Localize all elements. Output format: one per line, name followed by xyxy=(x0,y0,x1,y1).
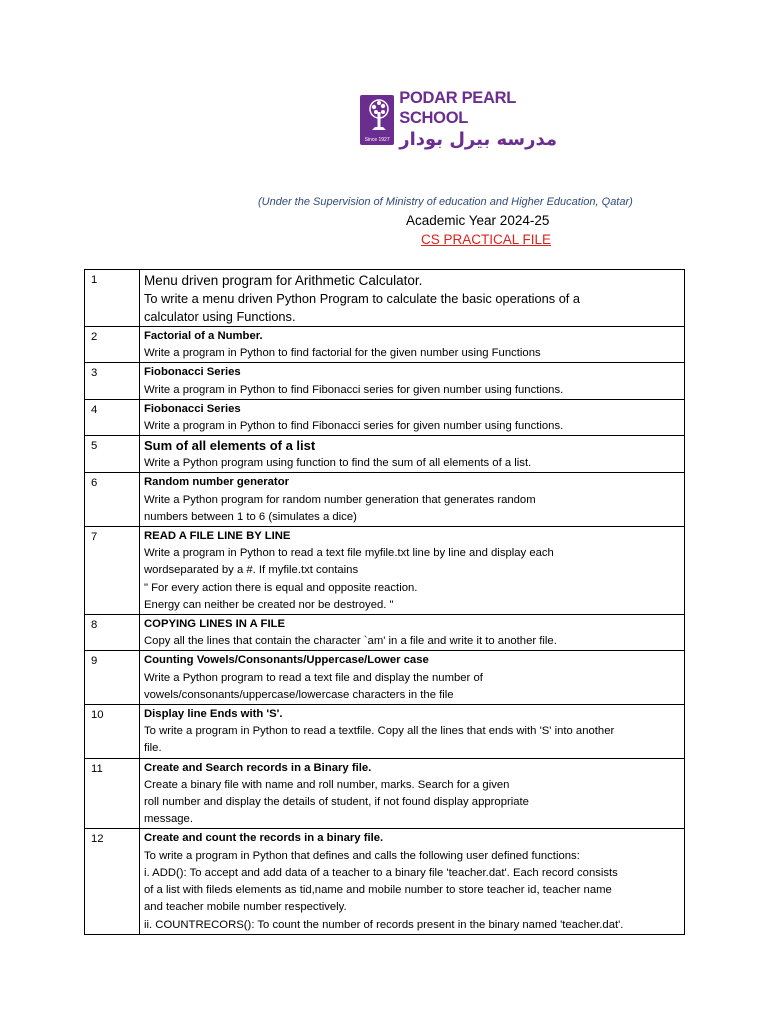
row-number: 11 xyxy=(85,758,140,829)
row-number: 2 xyxy=(85,327,140,363)
table-row xyxy=(85,327,685,363)
table-row xyxy=(85,829,685,934)
row-content xyxy=(140,527,685,615)
row-number: 6 xyxy=(85,473,140,527)
row-description: Write a program in Python to find factorial for the given number using Functions xyxy=(144,347,541,360)
row-number: 3 xyxy=(85,363,140,399)
row-title: Menu driven program for Arithmetic Calculator. xyxy=(144,273,423,288)
supervision-note: (Under the Supervision of Ministry of education and Higher Education, Qatar) xyxy=(258,196,633,208)
row-description: Write a Python program to read a text file and display the number of vowels/consonants/uppercase/lowercase characters in the file xyxy=(144,671,483,701)
row-title: Sum of all elements of a list xyxy=(144,438,316,454)
row-number: 10 xyxy=(85,705,140,759)
row-number: 7 xyxy=(85,527,140,615)
row-title: Fiobonacci Series xyxy=(144,366,241,379)
row-description: Create a binary file with name and roll number, marks. Search for a given roll number and display the details of student, if not found display appropriate message. xyxy=(144,778,529,826)
row-content xyxy=(140,758,685,829)
academic-year: Academic Year 2024-25 xyxy=(406,213,550,228)
table-row xyxy=(85,363,685,399)
table-row xyxy=(85,705,685,759)
row-content xyxy=(140,473,685,527)
table-row xyxy=(85,758,685,829)
row-number: 9 xyxy=(85,651,140,705)
row-title: Factorial of a Number. xyxy=(144,330,263,342)
row-content xyxy=(140,705,685,759)
practical-file-title: CS PRACTICAL FILE xyxy=(421,232,552,247)
logo-since-text: Since 1927 xyxy=(364,137,390,143)
row-description: Copy all the lines that contain the character `am' in a file and write it to another file. xyxy=(144,635,557,648)
row-number: 5 xyxy=(85,436,140,473)
tree-emblem-icon xyxy=(360,95,394,145)
row-description: To write a program in Python that defines and calls the following user defined functions: i. ADD(): To accept and add data of a teacher to a binary file 'teacher.dat'. Each record consists of a list with fileds elements as tid,name and mobile number to store teacher id, teacher name and teacher mobile number respectively. ii. COUNTRECORS(): To count the number of records present in the binary named 'teacher.dat'. xyxy=(144,849,624,931)
practical-list-table xyxy=(84,269,685,935)
row-content xyxy=(140,615,685,651)
row-number: 12 xyxy=(85,829,140,934)
row-title: Display line Ends with 'S'. xyxy=(144,708,283,721)
row-title: Fiobonacci Series xyxy=(144,402,241,415)
row-description: Write a program in Python to find Fibonacci series for given number using functions. xyxy=(144,383,564,396)
row-description: Write a program in Python to read a text file myfile.txt line by line and display each wordseparated by a #. If myfile.txt contains " For every action there is equal and opposite reaction. Energy can neither be created nor be destroyed. " xyxy=(144,547,554,611)
row-content xyxy=(140,327,685,363)
row-number: 1 xyxy=(85,270,140,327)
table-row xyxy=(85,473,685,527)
row-content xyxy=(140,829,685,934)
row-number: 4 xyxy=(85,399,140,435)
table-row xyxy=(85,615,685,651)
table-row xyxy=(85,399,685,435)
school-name-en: PODAR PEARL SCHOOL xyxy=(399,89,516,127)
row-content xyxy=(140,399,685,435)
school-name-ar: مدرسه بيرل بودار xyxy=(399,129,558,150)
row-description: To write a program in Python to read a textfile. Copy all the lines that ends with 'S' into another file. xyxy=(144,725,615,755)
table-row xyxy=(85,527,685,615)
table-row xyxy=(85,270,685,327)
row-title: Random number generator xyxy=(144,476,289,489)
row-title: Create and count the records in a binary file. xyxy=(144,832,384,845)
row-description: Write a Python program for random number generation that generates random numbers between 1 to 6 (simulates a dice) xyxy=(144,493,536,523)
row-description: To write a menu driven Python Program to calculate the basic operations of a calculator using Functions. xyxy=(144,291,581,324)
row-number: 8 xyxy=(85,615,140,651)
row-title: Counting Vowels/Consonants/Uppercase/Lower case xyxy=(144,654,429,667)
table-row xyxy=(85,436,685,473)
school-logo xyxy=(360,89,570,150)
row-title: READ A FILE LINE BY LINE xyxy=(144,530,291,543)
row-description: Write a program in Python to find Fibonacci series for given number using functions. xyxy=(144,420,564,433)
row-title: COPYING LINES IN A FILE xyxy=(144,618,286,631)
row-content xyxy=(140,363,685,399)
row-content xyxy=(140,651,685,705)
row-title: Create and Search records in a Binary file. xyxy=(144,761,372,774)
row-content xyxy=(140,270,685,327)
table-row xyxy=(85,651,685,705)
row-content xyxy=(140,436,685,473)
row-description: Write a Python program using function to find the sum of all elements of a list. xyxy=(144,457,532,470)
